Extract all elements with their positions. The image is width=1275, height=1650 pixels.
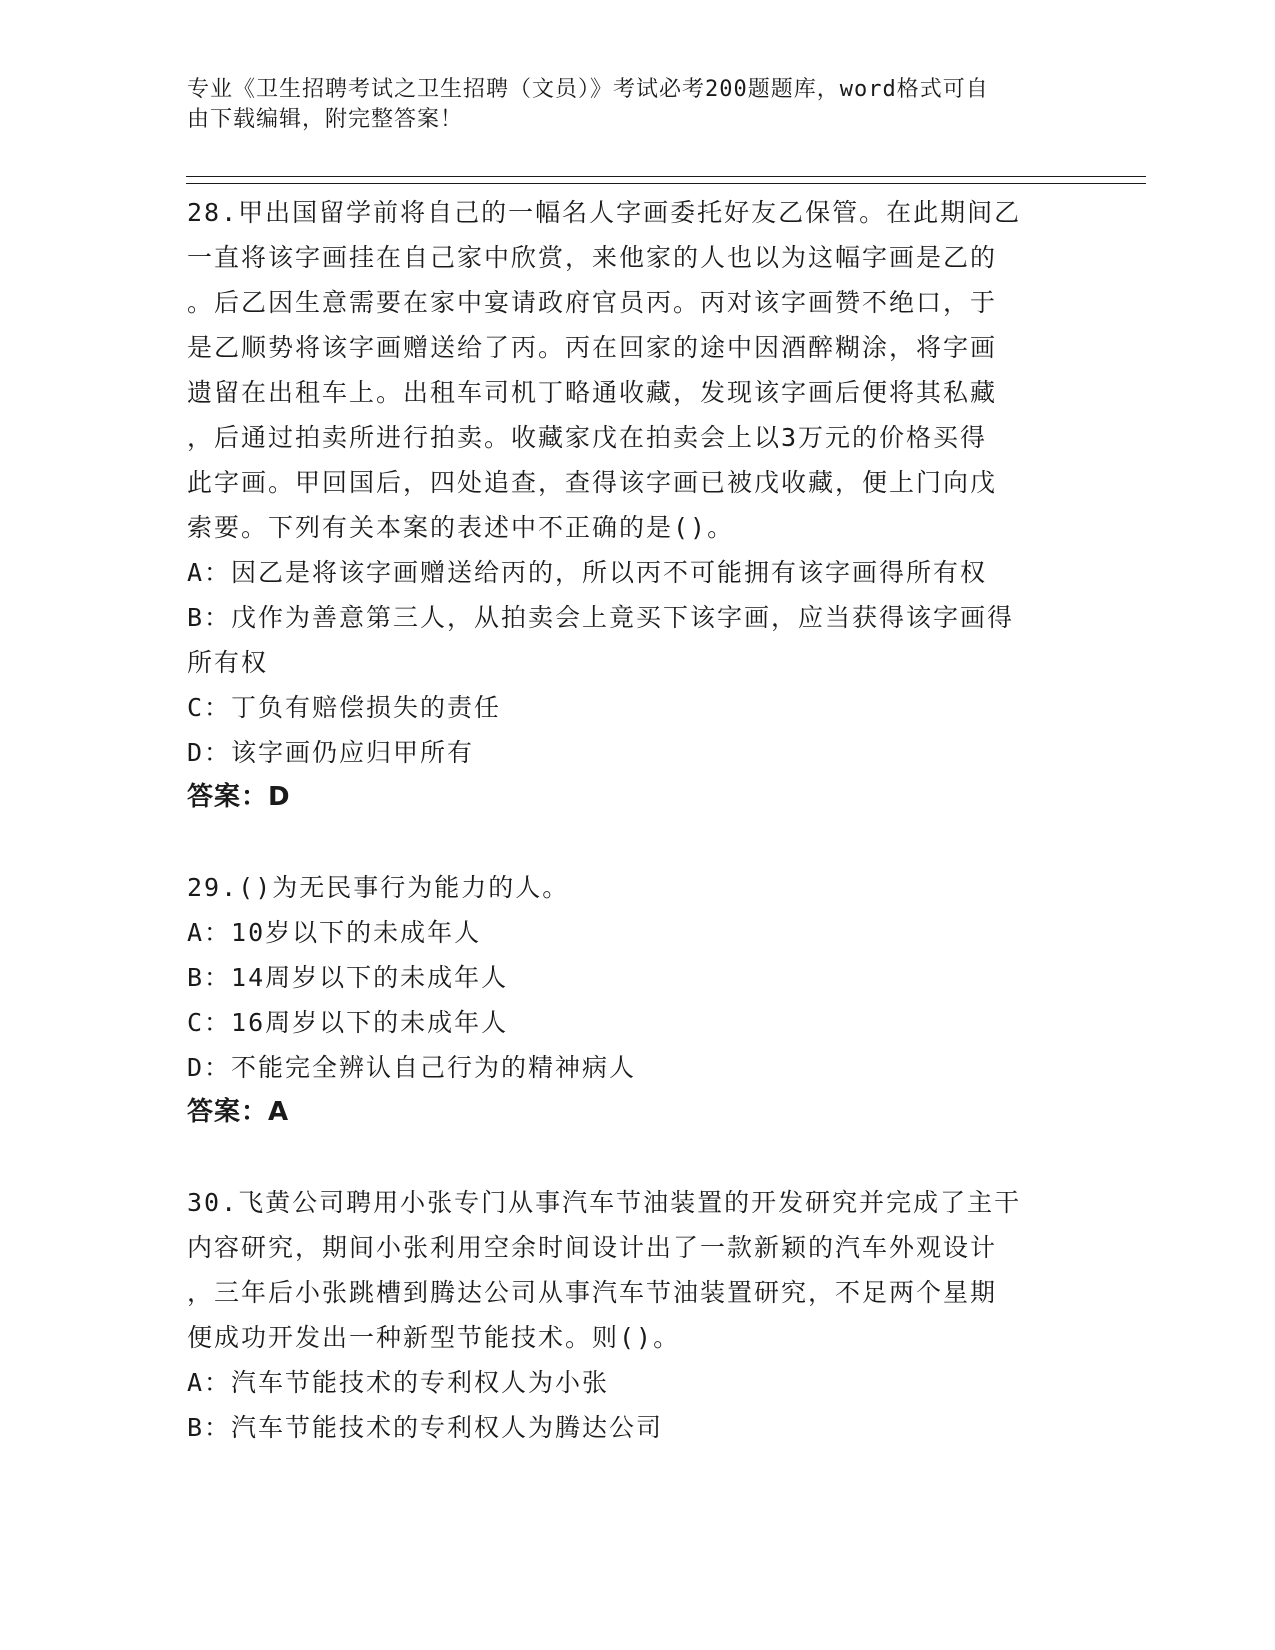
option-a: A：10岁以下的未成年人: [187, 918, 482, 947]
question-stem-line: 29.()为无民事行为能力的人。: [187, 873, 570, 902]
question-stem-line: 便成功开发出一种新型节能技术。则()。: [187, 1323, 681, 1352]
question-stem-line: 一直将该字画挂在自己家中欣赏，来他家的人也以为这幅字画是乙的: [187, 243, 998, 272]
question-stem-line: 内容研究，期间小张利用空余时间设计出了一款新颖的汽车外观设计: [187, 1233, 998, 1262]
question-stem-line: 28.甲出国留学前将自己的一幅名人字画委托好友乙保管。在此期间乙: [187, 198, 1022, 227]
question-stem-line: 是乙顺势将该字画赠送给了丙。丙在回家的途中因酒醉糊涂，将字画: [187, 333, 998, 362]
option-b-continued: 所有权: [187, 648, 269, 677]
question-stem-line: 索要。下列有关本案的表述中不正确的是()。: [187, 513, 735, 542]
question-30: [187, 1180, 1087, 1450]
option-b: B：汽车节能技术的专利权人为腾达公司: [187, 1413, 664, 1442]
document-header: [187, 75, 1067, 135]
option-a: A：汽车节能技术的专利权人为小张: [187, 1368, 610, 1397]
question-spacer: [187, 1135, 1087, 1180]
option-d: D：不能完全辨认自己行为的精神病人: [187, 1053, 637, 1082]
header-line: 专业《卫生招聘考试之卫生招聘（文员）》考试必考200题题库，word格式可自: [187, 77, 989, 102]
question-stem-line: ，后通过拍卖所进行拍卖。收藏家戊在拍卖会上以3万元的价格买得: [187, 423, 988, 452]
answer-label: 答案：A: [187, 1097, 290, 1127]
header-divider-thin: [186, 176, 1146, 177]
option-a: A：因乙是将该字画赠送给丙的，所以丙不可能拥有该字画得所有权: [187, 558, 988, 587]
option-b: B：戊作为善意第三人，从拍卖会上竟买下该字画，应当获得该字画得: [187, 603, 1015, 632]
header-divider-thick: [186, 183, 1146, 184]
option-c: C：丁负有赔偿损失的责任: [187, 693, 502, 722]
question-spacer: [187, 820, 1087, 865]
question-stem-line: 遗留在出租车上。出租车司机丁略通收藏，发现该字画后便将其私藏: [187, 378, 998, 407]
question-28: [187, 190, 1087, 820]
question-stem-line: 。后乙因生意需要在家中宴请政府官员丙。丙对该字画赞不绝口，于: [187, 288, 998, 317]
question-stem-line: 30.飞黄公司聘用小张专门从事汽车节油装置的开发研究并完成了主干: [187, 1188, 1022, 1217]
header-line: 由下载编辑，附完整答案！: [187, 107, 464, 132]
question-list: [187, 190, 1087, 1450]
answer-label: 答案：D: [187, 782, 291, 812]
question-stem-line: 此字画。甲回国后，四处追查，查得该字画已被戊收藏，便上门向戊: [187, 468, 998, 497]
question-29: [187, 865, 1087, 1135]
option-c: C：16周岁以下的未成年人: [187, 1008, 509, 1037]
option-b: B：14周岁以下的未成年人: [187, 963, 509, 992]
option-d: D：该字画仍应归甲所有: [187, 738, 475, 767]
question-stem-line: ，三年后小张跳槽到腾达公司从事汽车节油装置研究，不足两个星期: [187, 1278, 998, 1307]
